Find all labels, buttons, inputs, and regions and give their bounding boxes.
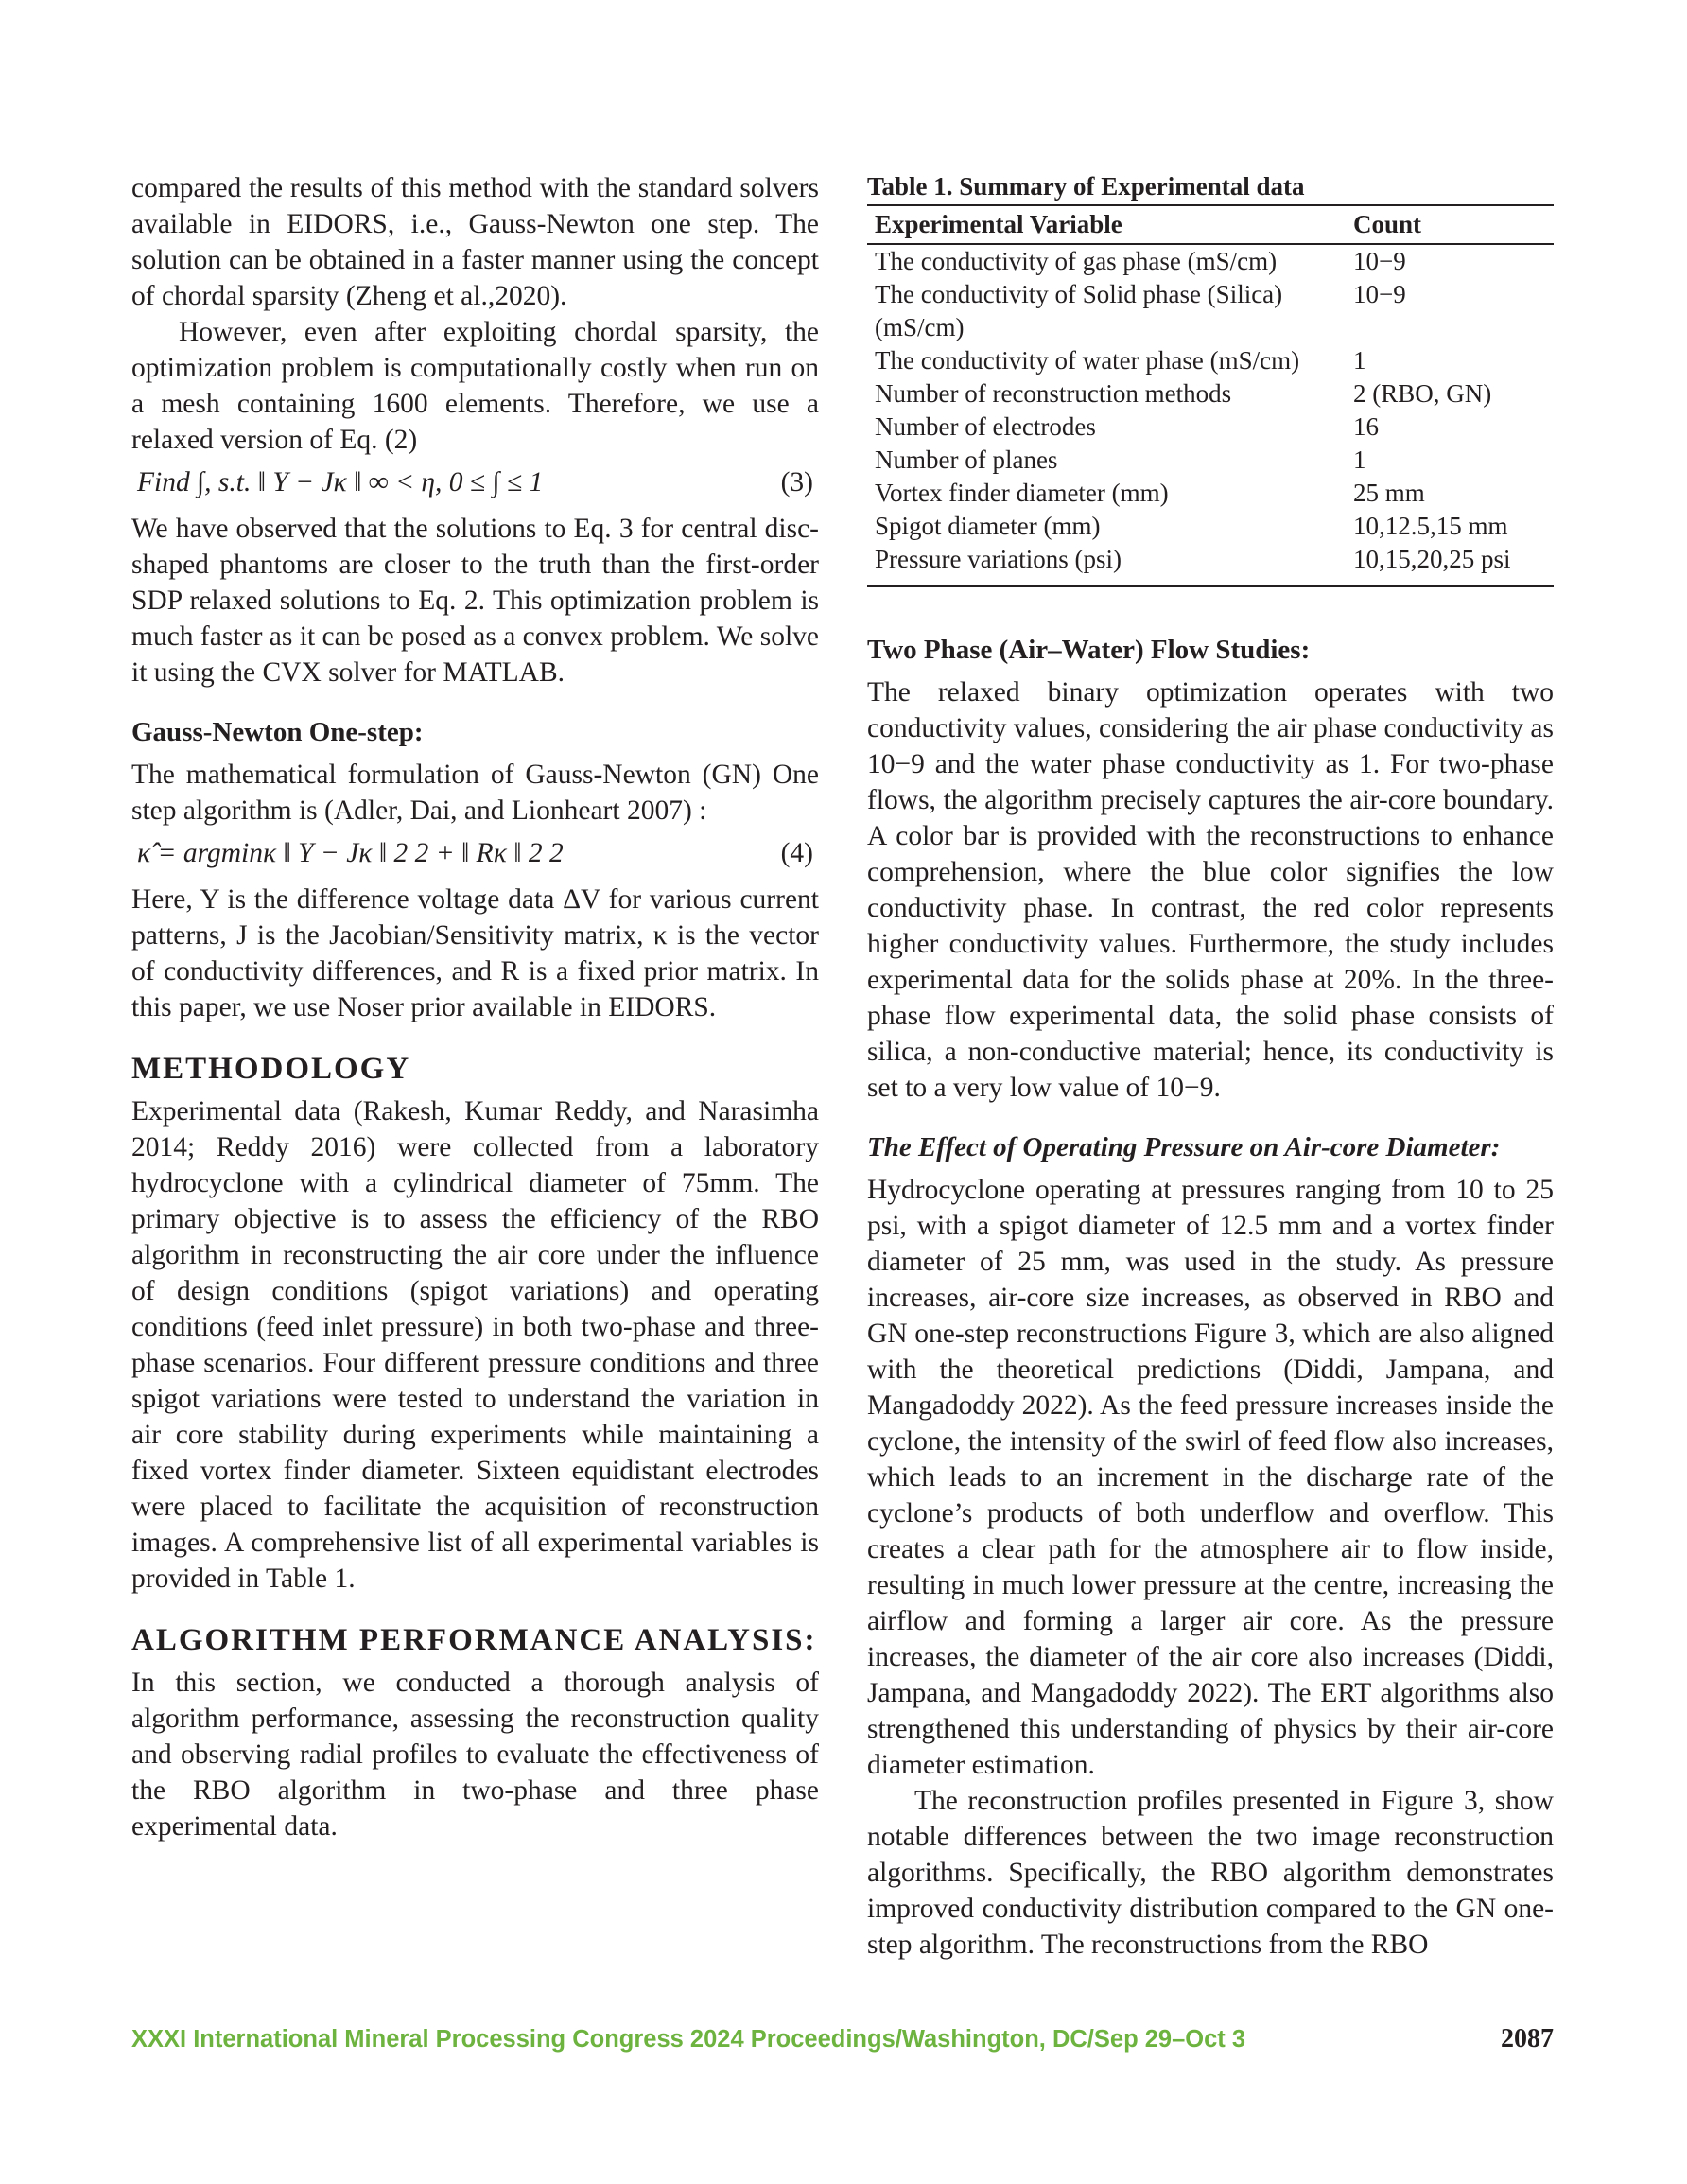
section-heading-methodology: METHODOLOGY (131, 1052, 411, 1086)
table-cell: 1 (1353, 446, 1366, 474)
table-cell: Number of electrodes (875, 412, 1096, 441)
table-row (867, 543, 1554, 586)
table-row (867, 278, 1554, 344)
equation-4-number: (4) (780, 838, 813, 868)
section-heading-gauss-newton: Gauss-Newton One-step: (131, 717, 424, 747)
paragraph: In this section, we conducted a thorough analysis of algorithm performance, assessing the reconstruction quality and observing radial profiles to evaluate the effectiveness of the RBO algorithm in two-phase and three phase experimental data. (131, 1668, 819, 1842)
section-heading-two-phase: Two Phase (Air–Water) Flow Studies: (867, 635, 1311, 665)
paragraph: The relaxed binary optimization operates with two conductivity values, considering the air phase conductivity as 10−9 and the water phase conductivity as 1. For two-phase flows, the algorithm precisely captures the air-core boundary. A color bar is provided with the reconstructions to enhance comprehension, where the blue color signifies the low conductivity phase. In contrast, the red color represents higher conductivity values. Furthermore, the study includes experimental data for the solids phase at 20%. In the three-phase flow experimental data, the solid phase consists of silica, a non-conductive material; hence, its conductivity is set to a very low value of 10−9. (867, 677, 1554, 1103)
table-row (867, 510, 1554, 543)
table-cell: 10−9 (1353, 280, 1406, 308)
table-row (867, 477, 1554, 510)
table-cell: 25 mm (1353, 479, 1425, 507)
footer-proceedings-title: XXXI International Mineral Processing Congress 2024 Proceedings/Washington, DC/Sep 29–Oct 3 (131, 2026, 1246, 2053)
table-header-row (867, 205, 1554, 244)
equation-3-number: (3) (780, 467, 813, 498)
table-header-variable: Experimental Variable (867, 205, 1346, 244)
table-cell: Pressure variations (psi) (867, 543, 1346, 586)
table-cell: 10,12.5,15 mm (1353, 512, 1508, 540)
table-cell: The conductivity of gas phase (mS/cm) (875, 247, 1278, 275)
table-row (867, 411, 1554, 444)
equation-3-expression: Find ∫, s.t. ‖ Y − Jκ ‖ ∞ < η, 0 ≤ ∫ ≤ 1 (137, 467, 544, 498)
table-cell: 16 (1353, 412, 1379, 441)
table-cell: The conductivity of Solid phase (Silica) (mS/cm) (875, 280, 1283, 341)
table-cell: Spigot diameter (mm) (875, 512, 1101, 540)
section-heading-algorithm-performance: ALGORITHM PERFORMANCE ANALYSIS: (131, 1623, 817, 1657)
equation-4-expression: κ̂ = argminκ ‖ Y − Jκ ‖ 2 2 + ‖ Rκ ‖ 2 2 (137, 838, 564, 868)
paragraph: We have observed that the solutions to Eq. 3 for central disc-shaped phantoms are closer to the truth than the first-order SDP relaxed solutions to Eq. 2. This optimization problem is much faster as it can be posed as a convex problem. We solve it using the CVX solver for MATLAB. (131, 514, 819, 688)
paragraph: Here, Y is the difference voltage data ΔV for various current patterns, J is the Jacobian/Sensitivity matrix, κ is the vector of conductivity differences, and R is a fixed prior matrix. In this paper, we use Noser prior available in EIDORS. (131, 884, 819, 1022)
table-cell: 2 (RBO, GN) (1353, 379, 1492, 408)
paragraph: The reconstruction profiles presented in Figure 3, show notable differences between the two image reconstruction algorithms. Specifically, the RBO algorithm demonstrates improved conductivity distribution compared to the GN one-step algorithm. The reconstructions from the RBO (867, 1786, 1554, 1960)
section-heading-operating-pressure: The Effect of Operating Pressure on Air-core Diameter: (867, 1132, 1501, 1162)
right-column (867, 170, 1554, 1963)
table-cell: The conductivity of water phase (mS/cm) (875, 346, 1300, 375)
table-row (867, 444, 1554, 477)
table-cell: Number of reconstruction methods (875, 379, 1232, 408)
experimental-data-table (867, 204, 1554, 587)
table-cell: Number of planes (875, 446, 1058, 474)
table-row (867, 244, 1554, 278)
paragraph: compared the results of this method with the standard solvers available in EIDORS, i.e., Gauss-Newton one step. The solution can be obtained in a faster manner using the concept of chordal sparsity (Zheng et al.,2020). (131, 173, 819, 311)
table-cell: 10−9 (1353, 247, 1406, 275)
table-caption: Table 1. Summary of Experimental data (867, 172, 1305, 201)
equation-4 (131, 834, 819, 876)
equation-3 (131, 463, 819, 505)
table-cell: 1 (1353, 346, 1366, 375)
page-number: 2087 (1501, 2024, 1554, 2053)
table-row (867, 344, 1554, 377)
paragraph: Hydrocyclone operating at pressures ranging from 10 to 25 psi, with a spigot diameter of 12.5 mm and a vortex finder diameter of 25 mm, was used in the study. As pressure increases, air-core size increases, as observed in RBO and GN one-step reconstructions Figure 3, which are also aligned with the theoretical predictions (Diddi, Jampana, and Mangadoddy 2022). As the feed pressure increases inside the cyclone, the intensity of the swirl of feed flow also increases, which leads to an increment in the discharge rate of the cyclone’s products of both underflow and overflow. This creates a clear path for the atmosphere air to flow inside, resulting in much lower pressure at the centre, increasing the airflow and forming a larger air core. As the pressure increases, the diameter of the air core also increases (Diddi, Jampana, and Mangadoddy 2022). The ERT algorithms also strengthened this understanding of physics by their air-core diameter estimation. (867, 1175, 1554, 1780)
table-row (867, 377, 1554, 411)
table-header-count: Count (1346, 205, 1554, 244)
left-column (131, 170, 819, 1844)
table-cell: 10,15,20,25 psi (1346, 543, 1554, 586)
paragraph: Experimental data (Rakesh, Kumar Reddy, and Narasimha 2014; Reddy 2016) were collected from a laboratory hydrocyclone with a cylindrical diameter of 75mm. The primary objective is to assess the efficiency of the RBO algorithm in reconstructing the air core under the influence of design conditions (spigot variations) and operating conditions (feed inlet pressure) in both two-phase and three-phase scenarios. Four different pressure conditions and three spigot variations were tested to understand the variation in air core stability during experiments while maintaining a fixed vortex finder diameter. Sixteen equidistant electrodes were placed to facilitate the acquisition of reconstruction images. A comprehensive list of all experimental variables is provided in Table 1. (131, 1096, 819, 1594)
paragraph: However, even after exploiting chordal sparsity, the optimization problem is computationally costly when run on a mesh containing 1600 elements. Therefore, we use a relaxed version of Eq. (2) (131, 317, 819, 455)
paragraph: The mathematical formulation of Gauss-Newton (GN) One step algorithm is (Adler, Dai, and Lionheart 2007) : (131, 760, 819, 826)
table-cell: Vortex finder diameter (mm) (875, 479, 1169, 507)
